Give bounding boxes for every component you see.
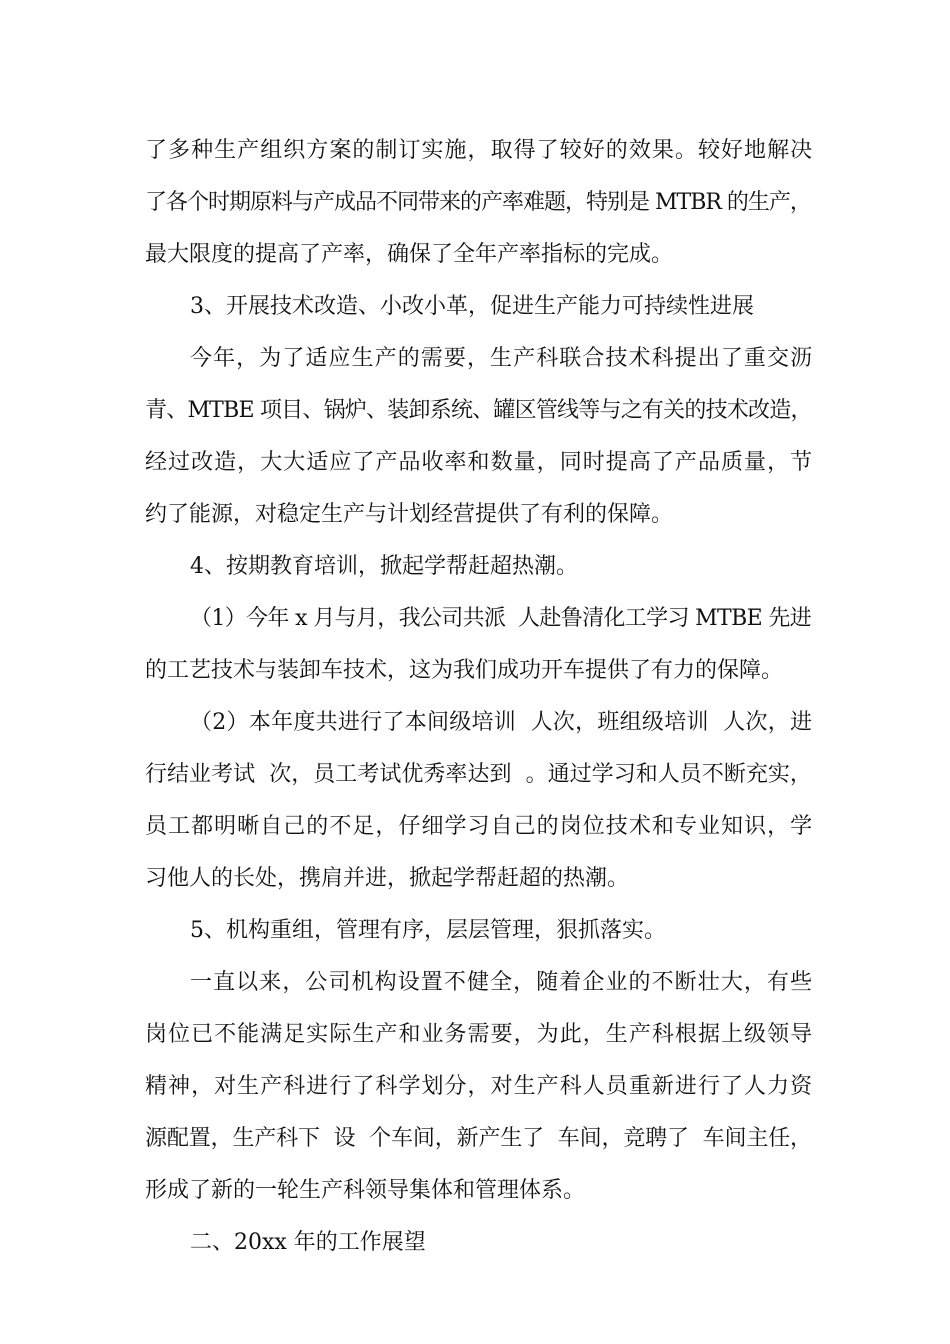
body-line: 员工都明晰自己的不足，仔细学习自己的岗位技术和专业知识，学: [145, 814, 814, 839]
body-line: 青、MTBE 项目、锅炉、装卸系统、罐区管线等与之有关的技术改造，: [145, 398, 812, 423]
body-line: 最大限度的提高了产率，确保了全年产率指标的完成。: [145, 242, 674, 267]
section-heading: 5、机构重组，管理有序，层层管理，狠抓落实。: [190, 918, 666, 943]
body-line: 习他人的长处，携肩并进，掀起学帮赶超的热潮。: [145, 866, 630, 891]
body-line: 行结业考试 次，员工考试优秀率达到 。通过学习和人员不断充实，: [145, 762, 812, 787]
body-line: 今年，为了适应生产的需要，生产科联合技术科提出了重交沥: [190, 346, 814, 371]
section-heading: 3、开展技术改造、小改小革，促进生产能力可持续性进展: [190, 294, 754, 319]
body-line: 一直以来，公司机构设置不健全，随着企业的不断壮大，有些: [190, 970, 814, 995]
body-line: 源配置，生产科下 设 个车间，新产生了 车间，竞聘了 车间主任，: [145, 1126, 812, 1151]
body-line: 的工艺技术与装卸车技术，这为我们成功开车提供了有力的保障。: [145, 658, 784, 683]
body-line: 了多种生产组织方案的制订实施，取得了较好的效果。较好地解决: [145, 138, 814, 163]
body-line: 约了能源，对稳定生产与计划经营提供了有利的保障。: [145, 502, 674, 527]
body-line: 形成了新的一轮生产科领导集体和管理体系。: [145, 1178, 586, 1203]
body-line: 岗位已不能满足实际生产和业务需要，为此，生产科根据上级领导: [145, 1022, 814, 1047]
body-line: 经过改造，大大适应了产品收率和数量，同时提高了产品质量，节: [145, 450, 814, 475]
body-line: （1）今年 x 月与月，我公司共派 人赴鲁清化工学习 MTBE 先进: [190, 606, 812, 631]
body-line: （2）本年度共进行了本间级培训 人次，班组级培训 人次，进: [190, 710, 813, 735]
body-line: 了各个时期原料与产成品不同带来的产率难题，特别是 MTBR 的生产，: [145, 190, 811, 215]
section-heading: 二、20xx 年的工作展望: [190, 1230, 426, 1255]
section-heading: 4、按期教育培训，掀起学帮赶超热潮。: [190, 554, 578, 579]
body-line: 精神，对生产科进行了科学划分，对生产科人员重新进行了人力资: [145, 1074, 814, 1099]
